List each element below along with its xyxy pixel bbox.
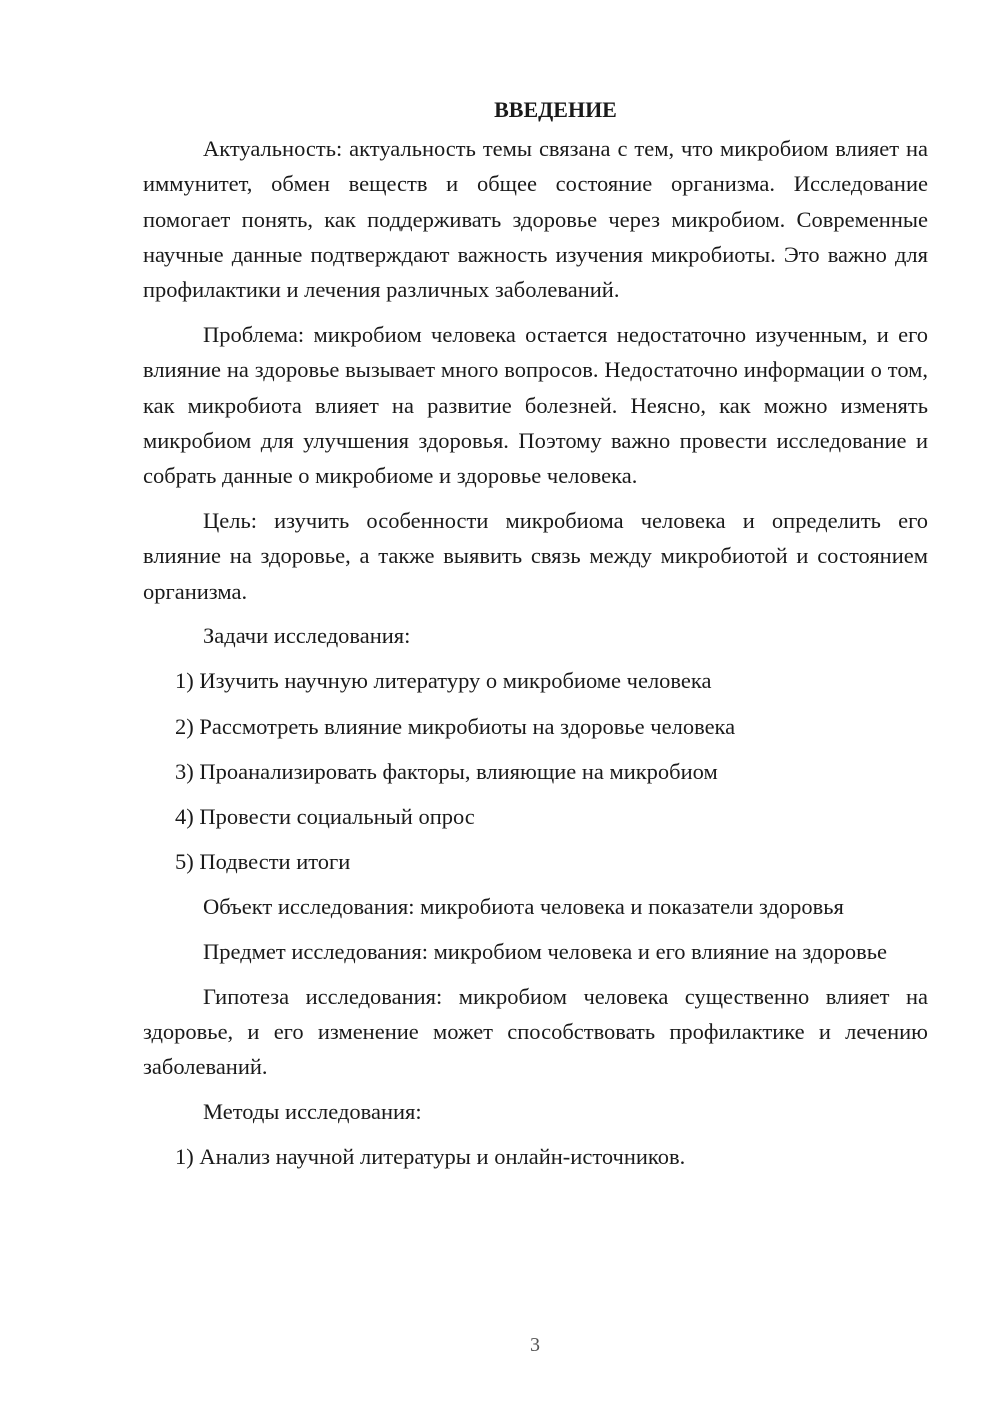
tasks-heading: Задачи исследования: (203, 623, 411, 649)
relevance-paragraph: Актуальность: актуальность темы связана с тем, что микробиом влияет на иммунитет, обмен веществ и общее состояние организма. Исследование помогает понять, как поддерживать здоровье через микробиом. Современные научные данные подтверждают важность изучения микробиоты. Это важно для профилактики и лечения различных заболеваний. (143, 136, 928, 303)
list-item: 3) Проанализировать факторы, влияющие на микробиом (175, 758, 718, 784)
goal-paragraph: Цель: изучить особенности микробиома человека и определить его влияние на здоровье, а также выявить связь между микробиотой и состоянием организма. (143, 507, 928, 604)
list-item: 5) Подвести итоги (175, 848, 351, 874)
list-item: 2) Рассмотреть влияние микробиоты на здоровье человека (175, 713, 736, 739)
page-number: 3 (530, 1334, 540, 1356)
list-item: 1) Изучить научную литературу о микробиоме человека (175, 668, 712, 694)
methods-heading: Методы исследования: (203, 1098, 422, 1124)
list-item: 1) Анализ научной литературы и онлайн-источников. (175, 1144, 686, 1169)
tasks-list (143, 663, 928, 879)
problem-paragraph: Проблема: микробиом человека остается недостаточно изученным, и его влияние на здоровье вызывает много вопросов. Недостаточно информации о том, как микробиота влияет на развитие болезней. Неясно, как можно изменять микробиом для улучшения здоровья. Поэтому важно провести исследование и собрать данные о микробиоме и здоровье человека. (143, 321, 928, 489)
page-content (143, 92, 928, 1184)
methods-list (143, 1139, 928, 1174)
page-title: ВВЕДЕНИЕ (494, 97, 617, 122)
list-item: 4) Провести социальный опрос (175, 803, 475, 829)
object-paragraph: Объект исследования: микробиота человека и показатели здоровья (203, 893, 844, 919)
subject-paragraph: Предмет исследования: микробиом человека и его влияние на здоровье (203, 938, 887, 964)
hypothesis-paragraph: Гипотеза исследования: микробиом человека существенно влияет на здоровье, и его изменение может способствовать профилактике и лечению заболеваний. (143, 983, 928, 1080)
